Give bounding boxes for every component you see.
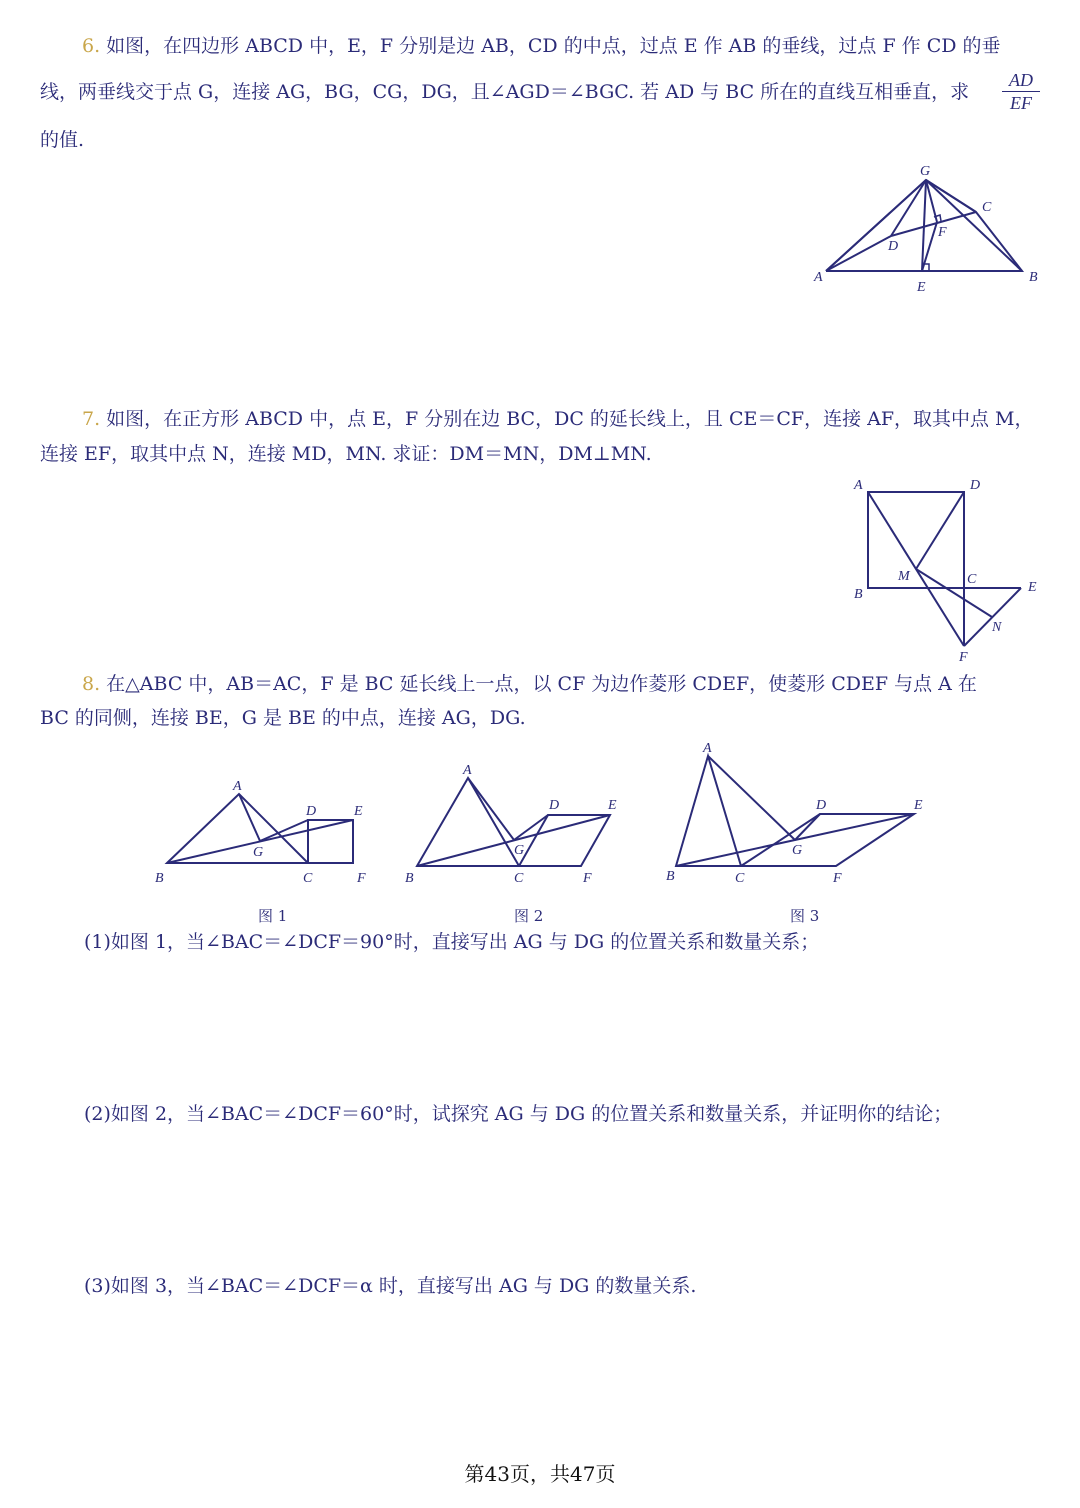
q8-fig1-label-c: C (303, 871, 313, 886)
q6-line3 (40, 128, 84, 152)
q8-fig2-label-c: C (514, 871, 524, 886)
q8-fig3-label-b: B (666, 869, 675, 884)
q6-frac-denominator: EF (1010, 93, 1032, 113)
q6-label-a: A (814, 270, 823, 285)
q7-label-c: C (967, 572, 977, 587)
q8-sub3 (84, 1274, 696, 1298)
q6-frac-bar (1002, 91, 1040, 92)
q7-label-n: N (992, 620, 1002, 635)
q8-fig3-label-g: G (792, 843, 803, 858)
q6-figure (0, 150, 1080, 450)
q7-line1 (40, 407, 1034, 431)
q8-fig1-label-d: D (306, 804, 317, 819)
q7-text-line1: 如图，在正方形 ABCD 中，点 E，F 分别在边 BC，DC 的延长线上，且 CE＝CF，连接 AF，取其中点 M， (100, 408, 1034, 430)
q8-fig2-label-d: D (549, 798, 560, 813)
q6-text-line3: 的值. (40, 129, 85, 151)
q8-caption-1: 图 1 (258, 907, 288, 925)
q7-label-e: E (1028, 580, 1037, 595)
q7-label-a: A (854, 478, 863, 493)
q8-fig3-triangle (676, 756, 741, 866)
q8-fig2-label-a: A (463, 763, 472, 778)
q8-fig2-seg-ag (468, 778, 514, 840)
q6-frac-numerator: AD (1009, 70, 1033, 90)
q8-caption-3: 图 3 (790, 907, 820, 925)
q6-fraction (1002, 70, 1040, 113)
q8-fig3-label-c: C (735, 871, 745, 886)
q8-fig3-label-e: E (914, 798, 923, 813)
page-footer: 第43页，共47页 (464, 1462, 616, 1486)
q7-seg-ef (964, 588, 1021, 646)
q8-sub1-text: (1)如图 1，当∠BAC＝∠DCF＝90°时，直接写出 AG 与 DG 的位置关系和数量关系； (84, 931, 820, 953)
q6-label-b: B (1029, 270, 1038, 285)
q8-fig2-rhombus (519, 815, 610, 866)
q8-sub2 (84, 1102, 952, 1126)
q6-text-line2: 线，两垂线交于点 G，连接 AG，BG，CG，DG，且∠AGD＝∠BGC. 若 AD 与 BC 所在的直线互相垂直，求 (40, 81, 970, 103)
q6-label-g: G (920, 164, 931, 179)
q8-fig3-label-f: F (833, 871, 842, 886)
q8-fig1-label-b: B (155, 871, 164, 886)
q8-fig1-label-e: E (354, 804, 363, 819)
q7-figure (0, 468, 1080, 688)
q6-text-line1: 如图，在四边形 ABCD 中，E，F 分别是边 AB，CD 的中点，过点 E 作 AB 的垂线，过点 F 作 CD 的垂 (100, 35, 1001, 57)
q8-fig3-label-a: A (703, 741, 712, 756)
q8-fig1-seg-ag (239, 794, 260, 841)
q8-caption-2: 图 2 (514, 907, 544, 925)
q6-line1 (40, 34, 1001, 58)
q8-fig3-rhombus (741, 814, 914, 866)
q7-label-b: B (854, 587, 863, 602)
q8-text-line1: 在△ABC 中，AB＝AC，F 是 BC 延长线上一点，以 CF 为边作菱形 CDEF，使菱形 CDEF 与点 A 在 (100, 673, 977, 695)
q6-number: 6. (82, 35, 101, 57)
q7-seg-mn (916, 569, 992, 617)
q8-fig1-label-f: F (357, 871, 366, 886)
q8-fig2-label-e: E (608, 798, 617, 813)
q6-label-d: D (888, 239, 899, 254)
q8-sub3-text: (3)如图 3，当∠BAC＝∠DCF＝α 时，直接写出 AG 与 DG 的数量关系. (84, 1275, 697, 1297)
q7-label-f: F (959, 650, 968, 665)
q8-fig3-label-d: D (816, 798, 827, 813)
q8-fig2-label-g: G (514, 843, 525, 858)
q6-label-e: E (917, 280, 926, 295)
q6-line2 (40, 80, 969, 104)
q8-fig1-square (308, 820, 353, 863)
q7-square (868, 492, 964, 588)
q6-label-f: F (938, 225, 947, 240)
q7-text-line2: 连接 EF，取其中点 N，连接 MD，MN. 求证：DM＝MN，DM⊥MN. (40, 443, 652, 465)
q8-sub2-text: (2)如图 2，当∠BAC＝∠DCF＝60°时，试探究 AG 与 DG 的位置关系和数量关系，并证明你的结论； (84, 1103, 953, 1125)
q8-line2 (40, 706, 526, 730)
q8-fig2-label-f: F (583, 871, 592, 886)
q8-sub1 (84, 930, 819, 954)
q7-number: 7. (82, 408, 101, 430)
q8-fig2-label-b: B (405, 871, 414, 886)
q7-label-d: D (970, 478, 981, 493)
q7-line2 (40, 442, 652, 466)
q6-label-c: C (982, 200, 992, 215)
q8-fig1-label-g: G (253, 845, 264, 860)
q7-label-m: M (898, 569, 910, 584)
q8-fig1-label-a: A (233, 779, 242, 794)
q8-line1 (40, 672, 977, 696)
q8-text-line2: BC 的同侧，连接 BE，G 是 BE 的中点，连接 AG，DG. (40, 707, 526, 729)
q8-figures (0, 736, 1080, 896)
q8-number: 8. (82, 673, 101, 695)
q7-seg-md (916, 492, 964, 569)
q6-seg-ga (826, 180, 926, 271)
